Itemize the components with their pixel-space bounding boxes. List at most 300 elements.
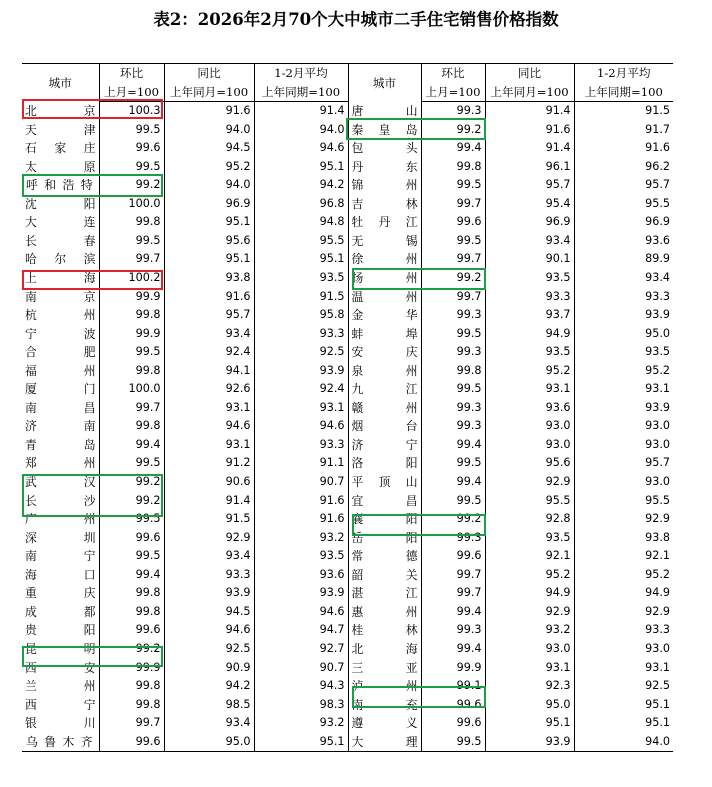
right-avg-cell: 93.8 <box>645 530 670 544</box>
header-avg-left: 1-2月平均 <box>254 64 348 83</box>
right-mom-cell: 99.7 <box>421 584 485 603</box>
left-mom-cell: 100.2 <box>99 269 164 288</box>
right-city-cell: 徐 州 <box>348 250 421 269</box>
left-city-cell: 乌鲁木齐 <box>22 733 99 752</box>
right-city-cell: 南 充 <box>348 696 421 715</box>
left-mom-cell: 99.5 <box>99 121 164 140</box>
highlight-box-qinhuangdao <box>346 118 486 140</box>
right-avg-cell: 93.9 <box>645 308 670 322</box>
right-yoy-cell: 93.2 <box>485 621 574 640</box>
right-city-cell: 唐 山 <box>348 102 421 121</box>
right-city-cell: 三 亚 <box>348 659 421 678</box>
right-avg-cell: 95.1 <box>645 716 670 730</box>
left-mom-cell: 99.5 <box>99 510 164 529</box>
left-mom-cell: 99.9 <box>99 659 164 678</box>
right-city-cell: 包 头 <box>348 139 421 158</box>
right-yoy-cell: 95.2 <box>485 566 574 585</box>
header-mom-sub-left: 上月=100 <box>99 83 164 102</box>
right-mom-cell: 99.7 <box>421 288 485 307</box>
left-city-cell: 昆 明 <box>22 640 99 659</box>
left-avg-cell: 91.6 <box>254 492 348 511</box>
table-row <box>22 380 673 399</box>
right-yoy-cell: 92.9 <box>485 603 574 622</box>
left-yoy-cell: 92.5 <box>164 640 254 659</box>
left-yoy-cell: 96.9 <box>164 195 254 214</box>
left-yoy-cell: 91.6 <box>164 102 254 121</box>
right-avg-cell: 92.9 <box>645 512 670 526</box>
left-yoy-cell: 94.0 <box>164 176 254 195</box>
right-mom-cell: 99.3 <box>421 417 485 436</box>
left-avg-cell: 91.5 <box>254 288 348 307</box>
table-row <box>22 343 673 362</box>
right-yoy-cell: 93.0 <box>485 417 574 436</box>
right-yoy-cell: 95.1 <box>485 714 574 733</box>
right-mom-cell: 99.5 <box>421 176 485 195</box>
right-city-cell: 济 宁 <box>348 436 421 455</box>
left-yoy-cell: 93.8 <box>164 269 254 288</box>
left-yoy-cell: 94.2 <box>164 677 254 696</box>
left-yoy-cell: 95.7 <box>164 306 254 325</box>
left-avg-cell: 92.5 <box>254 343 348 362</box>
left-mom-cell: 99.2 <box>99 473 164 492</box>
table-row <box>22 714 673 733</box>
left-avg-cell: 93.2 <box>254 529 348 548</box>
left-city-cell: 重 庆 <box>22 584 99 603</box>
right-city-cell: 平顶山 <box>348 473 421 492</box>
right-city-cell: 泸 州 <box>348 677 421 696</box>
left-city-cell: 贵 阳 <box>22 621 99 640</box>
highlight-box-luzhou <box>352 686 486 708</box>
left-yoy-cell: 94.6 <box>164 417 254 436</box>
right-avg-cell: 95.7 <box>645 178 670 192</box>
left-mom-cell: 99.8 <box>99 677 164 696</box>
left-yoy-cell: 91.4 <box>164 492 254 511</box>
right-avg-cell: 96.9 <box>645 215 670 229</box>
right-avg-cell: 93.1 <box>645 660 670 674</box>
left-yoy-cell: 94.0 <box>164 121 254 140</box>
right-city-cell: 丹 东 <box>348 158 421 177</box>
right-avg-cell: 95.2 <box>645 567 670 581</box>
header-city-left: 城市 <box>22 64 99 102</box>
left-city-cell: 武 汉 <box>22 473 99 492</box>
left-mom-cell: 99.6 <box>99 733 164 752</box>
right-city-cell: 金 华 <box>348 306 421 325</box>
left-city-cell: 郑 州 <box>22 454 99 473</box>
right-avg-cell: 92.1 <box>645 549 670 563</box>
table-row <box>22 399 673 418</box>
right-city-cell: 惠 州 <box>348 603 421 622</box>
right-yoy-cell: 92.8 <box>485 510 574 529</box>
right-mom-cell: 99.3 <box>421 399 485 418</box>
table-row <box>22 417 673 436</box>
right-mom-cell: 99.2 <box>421 269 485 288</box>
left-mom-cell: 99.8 <box>99 696 164 715</box>
right-avg-cell: 93.3 <box>645 289 670 303</box>
right-avg-cell: 94.9 <box>645 586 670 600</box>
right-mom-cell: 99.4 <box>421 139 485 158</box>
right-avg-cell: 96.2 <box>645 159 670 173</box>
right-yoy-cell: 92.3 <box>485 677 574 696</box>
left-city-cell: 合 肥 <box>22 343 99 362</box>
right-avg-cell: 93.1 <box>645 382 670 396</box>
right-avg-cell: 91.6 <box>645 141 670 155</box>
header-mom-sub-right: 上月=100 <box>421 83 485 102</box>
left-yoy-cell: 91.5 <box>164 510 254 529</box>
right-yoy-cell: 93.0 <box>485 436 574 455</box>
right-mom-cell: 99.5 <box>421 232 485 251</box>
right-yoy-cell: 91.6 <box>485 121 574 140</box>
left-city-cell: 呼和浩特 <box>22 176 99 195</box>
right-avg-cell: 93.9 <box>645 400 670 414</box>
left-avg-cell: 95.5 <box>254 232 348 251</box>
right-yoy-cell: 94.9 <box>485 584 574 603</box>
right-avg-cell: 95.5 <box>645 196 670 210</box>
left-yoy-cell: 93.1 <box>164 436 254 455</box>
highlight-box-huhehaote <box>22 174 163 197</box>
left-city-cell: 海 口 <box>22 566 99 585</box>
header-yoy-left: 同比 <box>164 64 254 83</box>
right-avg-cell: 95.7 <box>645 456 670 470</box>
right-yoy-cell: 93.0 <box>485 640 574 659</box>
left-city-cell: 福 州 <box>22 362 99 381</box>
left-yoy-cell: 90.6 <box>164 473 254 492</box>
right-mom-cell: 99.4 <box>421 473 485 492</box>
left-avg-cell: 92.4 <box>254 380 348 399</box>
left-city-cell: 济 南 <box>22 417 99 436</box>
right-avg-cell: 93.5 <box>645 345 670 359</box>
left-mom-cell: 99.9 <box>99 288 164 307</box>
right-mom-cell: 99.6 <box>421 714 485 733</box>
right-avg-cell: 95.2 <box>645 363 670 377</box>
left-avg-cell: 94.7 <box>254 621 348 640</box>
table-row <box>22 696 673 715</box>
left-yoy-cell: 95.2 <box>164 158 254 177</box>
left-mom-cell: 99.4 <box>99 436 164 455</box>
table-row <box>22 325 673 344</box>
left-avg-cell: 90.7 <box>254 473 348 492</box>
right-city-cell: 岳 阳 <box>348 529 421 548</box>
page-title: 表2：2026年2月70个大中城市二手住宅销售价格指数 <box>153 10 559 29</box>
left-avg-cell: 93.5 <box>254 269 348 288</box>
right-mom-cell: 99.5 <box>421 454 485 473</box>
table-row <box>22 603 673 622</box>
highlight-box-wuhan-changsha <box>22 474 163 517</box>
left-yoy-cell: 93.4 <box>164 325 254 344</box>
left-yoy-cell: 95.1 <box>164 213 254 232</box>
left-yoy-cell: 92.6 <box>164 380 254 399</box>
right-yoy-cell: 96.1 <box>485 158 574 177</box>
left-mom-cell: 99.6 <box>99 621 164 640</box>
table-row <box>22 677 673 696</box>
highlight-box-kunming <box>22 646 163 667</box>
right-city-cell: 桂 林 <box>348 621 421 640</box>
left-yoy-cell: 94.1 <box>164 362 254 381</box>
right-city-cell: 赣 州 <box>348 399 421 418</box>
right-city-cell: 安 庆 <box>348 343 421 362</box>
highlight-box-xiangyang <box>352 514 486 536</box>
left-mom-cell: 99.2 <box>99 492 164 511</box>
left-mom-cell: 99.8 <box>99 584 164 603</box>
right-mom-cell: 99.7 <box>421 566 485 585</box>
right-mom-cell: 99.9 <box>421 659 485 678</box>
right-city-cell: 常 德 <box>348 547 421 566</box>
left-city-cell: 北 京 <box>22 102 99 121</box>
right-city-cell: 烟 台 <box>348 417 421 436</box>
right-avg-cell: 93.0 <box>645 419 670 433</box>
left-avg-cell: 93.1 <box>254 399 348 418</box>
right-city-cell: 湛 江 <box>348 584 421 603</box>
table-row <box>22 139 673 158</box>
left-city-cell: 西 安 <box>22 659 99 678</box>
left-city-cell: 西 宁 <box>22 696 99 715</box>
left-yoy-cell: 94.6 <box>164 621 254 640</box>
right-city-cell: 北 海 <box>348 640 421 659</box>
table-row <box>22 288 673 307</box>
left-avg-cell: 93.9 <box>254 362 348 381</box>
table-row <box>22 362 673 381</box>
left-city-cell: 长 沙 <box>22 492 99 511</box>
right-city-cell: 洛 阳 <box>348 454 421 473</box>
left-city-cell: 哈尔滨 <box>22 250 99 269</box>
left-avg-cell: 91.4 <box>254 102 348 121</box>
right-mom-cell: 99.6 <box>421 696 485 715</box>
left-yoy-cell: 93.1 <box>164 399 254 418</box>
right-mom-cell: 99.4 <box>421 640 485 659</box>
table-row <box>22 547 673 566</box>
left-city-cell: 上 海 <box>22 269 99 288</box>
right-avg-cell: 95.1 <box>645 697 670 711</box>
right-yoy-cell: 93.5 <box>485 269 574 288</box>
table-row <box>22 566 673 585</box>
right-mom-cell: 99.5 <box>421 325 485 344</box>
right-city-cell: 锦 州 <box>348 176 421 195</box>
right-mom-cell: 99.5 <box>421 733 485 752</box>
left-yoy-cell: 94.5 <box>164 139 254 158</box>
left-mom-cell: 99.7 <box>99 714 164 733</box>
left-mom-cell: 99.5 <box>99 158 164 177</box>
right-yoy-cell: 95.0 <box>485 696 574 715</box>
left-yoy-cell: 90.9 <box>164 659 254 678</box>
right-city-cell: 扬 州 <box>348 269 421 288</box>
left-avg-cell: 98.3 <box>254 696 348 715</box>
highlight-box-shanghai <box>22 270 163 290</box>
right-yoy-cell: 93.4 <box>485 232 574 251</box>
left-city-cell: 石家庄 <box>22 139 99 158</box>
left-avg-cell: 93.3 <box>254 436 348 455</box>
left-avg-cell: 94.6 <box>254 603 348 622</box>
right-avg-cell: 91.7 <box>645 122 670 136</box>
left-city-cell: 沈 阳 <box>22 195 99 214</box>
right-yoy-cell: 93.3 <box>485 288 574 307</box>
left-yoy-cell: 91.2 <box>164 454 254 473</box>
right-avg-cell: 93.0 <box>645 437 670 451</box>
left-city-cell: 南 昌 <box>22 399 99 418</box>
right-mom-cell: 99.3 <box>421 529 485 548</box>
right-yoy-cell: 93.1 <box>485 659 574 678</box>
left-city-cell: 厦 门 <box>22 380 99 399</box>
header-mom-right: 环比 <box>421 64 485 83</box>
right-yoy-cell: 93.9 <box>485 733 574 752</box>
right-yoy-cell: 92.1 <box>485 547 574 566</box>
left-mom-cell: 100.3 <box>99 102 164 121</box>
right-city-cell: 九 江 <box>348 380 421 399</box>
right-yoy-cell: 91.4 <box>485 102 574 121</box>
left-city-cell: 兰 州 <box>22 677 99 696</box>
left-mom-cell: 99.8 <box>99 306 164 325</box>
left-yoy-cell: 92.9 <box>164 529 254 548</box>
header-avg-sub-left: 上年同期=100 <box>254 83 348 102</box>
highlight-box-beijing <box>22 99 163 119</box>
left-mom-cell: 99.6 <box>99 139 164 158</box>
right-mom-cell: 99.2 <box>421 121 485 140</box>
right-avg-cell: 93.4 <box>645 271 670 285</box>
right-city-cell: 宜 昌 <box>348 492 421 511</box>
right-mom-cell: 99.3 <box>421 621 485 640</box>
right-city-cell: 遵 义 <box>348 714 421 733</box>
right-mom-cell: 99.6 <box>421 213 485 232</box>
left-avg-cell: 94.6 <box>254 139 348 158</box>
left-mom-cell: 99.6 <box>99 529 164 548</box>
highlight-box-yangzhou <box>352 268 486 290</box>
right-mom-cell: 99.3 <box>421 102 485 121</box>
left-avg-cell: 93.5 <box>254 547 348 566</box>
left-mom-cell: 100.0 <box>99 195 164 214</box>
right-city-cell: 泉 州 <box>348 362 421 381</box>
header-yoy-right: 同比 <box>485 64 574 83</box>
table-row <box>22 454 673 473</box>
right-yoy-cell: 93.5 <box>485 529 574 548</box>
right-yoy-cell: 93.6 <box>485 399 574 418</box>
table-row <box>22 232 673 251</box>
table-row <box>22 250 673 269</box>
left-yoy-cell: 93.9 <box>164 584 254 603</box>
right-city-cell: 韶 关 <box>348 566 421 585</box>
table-row <box>22 621 673 640</box>
left-city-cell: 成 都 <box>22 603 99 622</box>
left-avg-cell: 94.3 <box>254 677 348 696</box>
left-city-cell: 杭 州 <box>22 306 99 325</box>
left-mom-cell: 99.5 <box>99 343 164 362</box>
right-yoy-cell: 95.2 <box>485 362 574 381</box>
right-city-cell: 无 锡 <box>348 232 421 251</box>
right-mom-cell: 99.8 <box>421 158 485 177</box>
left-avg-cell: 94.0 <box>254 121 348 140</box>
left-mom-cell: 99.7 <box>99 399 164 418</box>
right-city-cell: 吉 林 <box>348 195 421 214</box>
right-city-cell: 温 州 <box>348 288 421 307</box>
left-avg-cell: 91.1 <box>254 454 348 473</box>
right-city-cell: 大 理 <box>348 733 421 752</box>
left-city-cell: 银 川 <box>22 714 99 733</box>
right-yoy-cell: 95.4 <box>485 195 574 214</box>
left-mom-cell: 99.8 <box>99 362 164 381</box>
table-row <box>22 195 673 214</box>
right-yoy-cell: 93.7 <box>485 306 574 325</box>
left-mom-cell: 99.5 <box>99 454 164 473</box>
table-row <box>22 529 673 548</box>
left-mom-cell: 99.8 <box>99 603 164 622</box>
left-avg-cell: 95.1 <box>254 733 348 752</box>
right-avg-cell: 95.5 <box>645 493 670 507</box>
header-city-right: 城市 <box>348 64 421 102</box>
left-avg-cell: 95.1 <box>254 250 348 269</box>
right-avg-cell: 89.9 <box>645 252 670 266</box>
header-mom-left: 环比 <box>99 64 164 83</box>
right-mom-cell: 99.1 <box>421 677 485 696</box>
right-avg-cell: 95.0 <box>645 326 670 340</box>
left-avg-cell: 90.7 <box>254 659 348 678</box>
left-yoy-cell: 91.6 <box>164 288 254 307</box>
right-yoy-cell: 91.4 <box>485 139 574 158</box>
left-mom-cell: 99.8 <box>99 213 164 232</box>
left-city-cell: 天 津 <box>22 121 99 140</box>
left-city-cell: 广 州 <box>22 510 99 529</box>
left-avg-cell: 91.6 <box>254 510 348 529</box>
right-yoy-cell: 95.5 <box>485 492 574 511</box>
left-mom-cell: 99.5 <box>99 232 164 251</box>
right-mom-cell: 99.5 <box>421 380 485 399</box>
right-city-cell: 襄 阳 <box>348 510 421 529</box>
left-yoy-cell: 98.5 <box>164 696 254 715</box>
left-yoy-cell: 95.1 <box>164 250 254 269</box>
right-mom-cell: 99.4 <box>421 436 485 455</box>
header-yoy-sub-right: 上年同月=100 <box>485 83 574 102</box>
left-avg-cell: 94.2 <box>254 176 348 195</box>
left-yoy-cell: 94.5 <box>164 603 254 622</box>
left-mom-cell: 99.7 <box>99 250 164 269</box>
right-yoy-cell: 92.9 <box>485 473 574 492</box>
left-city-cell: 太 原 <box>22 158 99 177</box>
right-mom-cell: 99.7 <box>421 250 485 269</box>
right-yoy-cell: 93.1 <box>485 380 574 399</box>
right-yoy-cell: 95.7 <box>485 176 574 195</box>
header-avg-right: 1-2月平均 <box>574 64 673 83</box>
right-avg-cell: 91.5 <box>645 104 670 118</box>
right-mom-cell: 99.5 <box>421 492 485 511</box>
table-row <box>22 733 673 752</box>
left-city-cell: 青 岛 <box>22 436 99 455</box>
right-yoy-cell: 94.9 <box>485 325 574 344</box>
right-yoy-cell: 96.9 <box>485 213 574 232</box>
right-mom-cell: 99.4 <box>421 603 485 622</box>
left-avg-cell: 92.7 <box>254 640 348 659</box>
right-avg-cell: 93.0 <box>645 641 670 655</box>
left-avg-cell: 95.1 <box>254 158 348 177</box>
right-yoy-cell: 93.5 <box>485 343 574 362</box>
left-city-cell: 宁 波 <box>22 325 99 344</box>
right-avg-cell: 92.5 <box>645 679 670 693</box>
left-yoy-cell: 92.4 <box>164 343 254 362</box>
right-yoy-cell: 95.6 <box>485 454 574 473</box>
left-avg-cell: 94.8 <box>254 213 348 232</box>
right-mom-cell: 99.8 <box>421 362 485 381</box>
left-yoy-cell: 93.4 <box>164 714 254 733</box>
left-avg-cell: 96.8 <box>254 195 348 214</box>
left-avg-cell: 93.9 <box>254 584 348 603</box>
left-avg-cell: 94.6 <box>254 417 348 436</box>
left-avg-cell: 95.8 <box>254 306 348 325</box>
left-mom-cell: 99.5 <box>99 547 164 566</box>
right-mom-cell: 99.6 <box>421 547 485 566</box>
right-mom-cell: 99.3 <box>421 306 485 325</box>
right-mom-cell: 99.7 <box>421 195 485 214</box>
left-city-cell: 南 宁 <box>22 547 99 566</box>
table-row <box>22 584 673 603</box>
right-avg-cell: 92.9 <box>645 604 670 618</box>
left-yoy-cell: 93.4 <box>164 547 254 566</box>
table-row <box>22 306 673 325</box>
left-city-cell: 深 圳 <box>22 529 99 548</box>
